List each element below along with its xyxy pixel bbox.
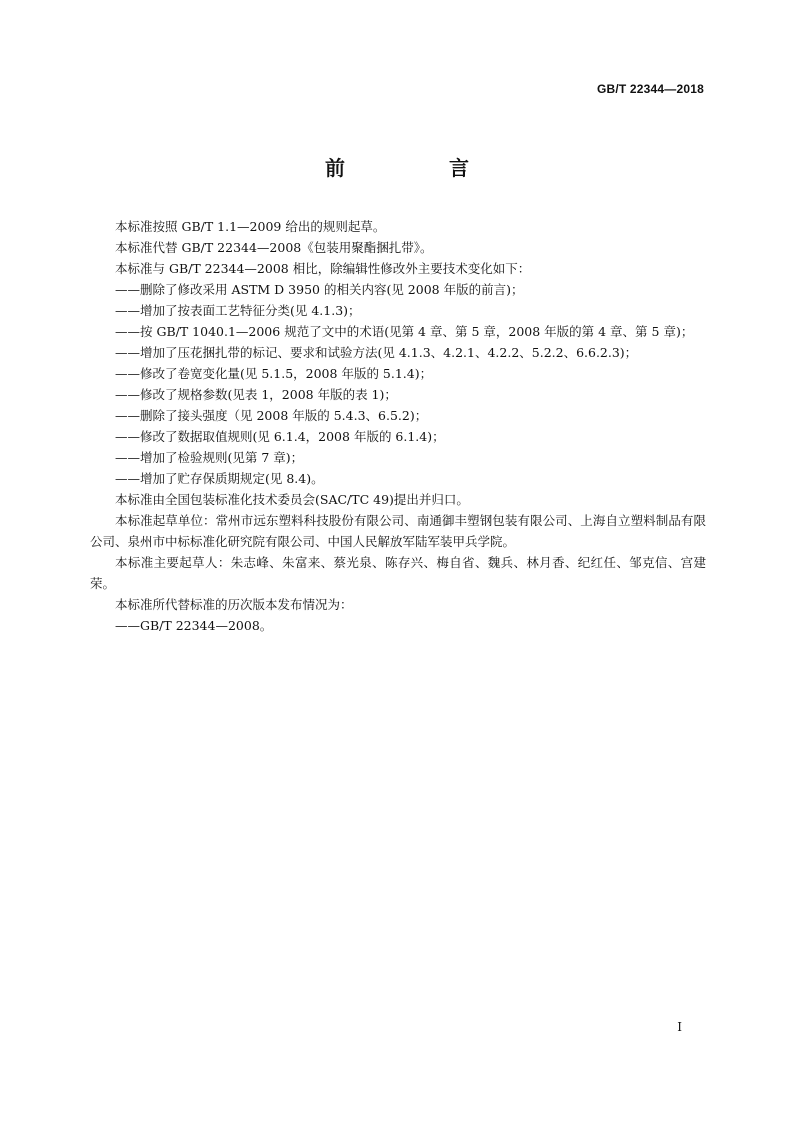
page-number: I [677, 1020, 682, 1034]
list-item: ——删除了修改采用 ASTM D 3950 的相关内容(见 2008 年版的前言)； [115, 282, 524, 297]
list-item: ——按 GB/T 1040.1—2006 规范了文中的术语(见第 4 章、第 5 章，2008 年版的第 4 章、第 5 章)； [115, 324, 694, 339]
document-body [90, 216, 706, 636]
paragraph: 本标准与 GB/T 22344—2008 相比，除编辑性修改外主要技术变化如下： [115, 261, 531, 276]
list-item: ——增加了贮存保质期规定(见 8.4)。 [115, 471, 324, 486]
paragraph: 本标准按照 GB/T 1.1—2009 给出的规则起草。 [115, 219, 386, 234]
list-item: ——增加了检验规则(见第 7 章)； [115, 450, 304, 465]
paragraph: 本标准所代替标准的历次版本发布情况为： [115, 597, 353, 612]
list-item: ——修改了数据取值规则(见 6.1.4，2008 年版的 6.1.4)； [115, 429, 445, 444]
list-item: ——删除了接头强度（见 2008 年版的 5.4.3、6.5.2)； [115, 408, 428, 423]
paragraph-drafters: 本标准主要起草人：朱志峰、朱富来、蔡光泉、陈存兴、梅自省、魏兵、林月香、纪红任、邹克信、宫建荣。 [90, 555, 706, 591]
list-item: ——修改了规格参数(见表 1，2008 年版的表 1)； [115, 387, 397, 402]
list-item: ——增加了按表面工艺特征分类(见 4.1.3)； [115, 303, 361, 318]
list-item: ——GB/T 22344—2008。 [115, 618, 273, 633]
standard-code: GB/T 22344—2018 [596, 82, 704, 96]
list-item: ——增加了压花捆扎带的标记、要求和试验方法(见 4.1.3、4.2.1、4.2.2、5.2.2、6.6.2.3)； [115, 345, 638, 360]
paragraph: 本标准代替 GB/T 22344—2008《包装用聚酯捆扎带》。 [115, 240, 433, 255]
list-item: ——修改了卷宽变化量(见 5.1.5，2008 年版的 5.1.4)； [115, 366, 433, 381]
paragraph-drafting-units: 本标准起草单位：常州市远东塑料科技股份有限公司、南通御丰塑钢包装有限公司、上海自立塑料制品有限公司、泉州市中标标准化研究院有限公司、中国人民解放军陆军装甲兵学院。 [90, 513, 706, 549]
paragraph: 本标准由全国包装标准化技术委员会(SAC/TC 49)提出并归口。 [115, 492, 469, 507]
page-title: 前 言 [325, 156, 511, 180]
